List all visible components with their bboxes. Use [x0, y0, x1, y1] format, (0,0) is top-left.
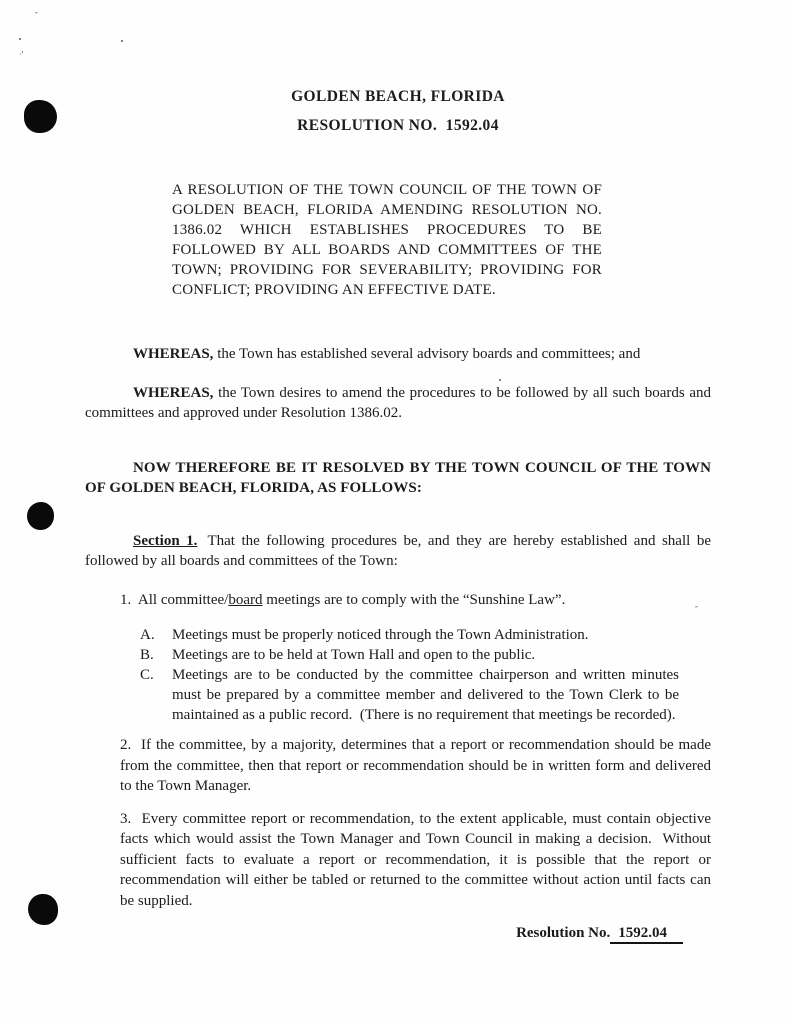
whereas-lead: WHEREAS, — [133, 346, 214, 362]
footer-resolution-number — [85, 923, 683, 944]
whereas-text: the Town desires to amend the procedures to be followed by all such boards and committees and approved under Resolution 1386.02. — [85, 384, 711, 421]
resolved-clause: NOW THEREFORE BE IT RESOLVED BY THE TOWN COUNCIL OF THE TOWN OF GOLDEN BEACH, FLORIDA, AS FOLLOWS: — [85, 459, 711, 496]
subitem-letter: A. — [140, 627, 155, 643]
document-title: GOLDEN BEACH, FLORIDA — [291, 88, 505, 105]
numbered-item-3: 3. Every committee report or recommendation, to the extent applicable, must contain objective facts which would assist the Town Manager and Town Council in making a decision. Without sufficient facts to evaluate a report or recommendation, it is possible that the report or recommendation will either be tabled or returned to the committee without action until facts can be supplied. — [120, 810, 711, 909]
subitem-text: Meetings are to be held at Town Hall and open to the public. — [172, 647, 536, 663]
whereas-clause-1 — [85, 344, 711, 365]
subitem-text: Meetings are to be conducted by the committee chairperson and written minutes must be prepared by a committee member and delivered to the Town Clerk to be maintained as a public record. (There is no requirement that meetings be recorded). — [172, 667, 679, 723]
hole-punch-middle — [27, 502, 54, 530]
subitem-text: Meetings must be properly noticed through the Town Administration. — [172, 627, 589, 643]
item-1-underlined-word: board — [228, 591, 263, 608]
section-1-text: That the following procedures be, and they are hereby established and shall be followed by all boards and committees of the Town: — [85, 532, 711, 569]
item-1-pre: 1. All committee/ — [120, 591, 229, 608]
subitem-b — [140, 645, 679, 665]
resolution-number-heading: RESOLUTION NO. 1592.04 — [297, 117, 499, 134]
section-1-paragraph — [85, 531, 711, 572]
numbered-item-1 — [120, 590, 711, 611]
item-1-post: meetings are to comply with the “Sunshine Law”. — [262, 591, 566, 608]
document-content — [85, 0, 711, 944]
footer-value: 1592.04 — [610, 925, 683, 944]
subitem-c — [140, 665, 679, 725]
scan-speck: ″ — [695, 605, 698, 614]
whereas-clause-2 — [85, 383, 711, 424]
whereas-text: the Town has established several advisory boards and committees; and — [213, 346, 641, 362]
subitem-a — [140, 625, 679, 645]
subitem-letter: B. — [140, 647, 154, 663]
whereas-lead: WHEREAS, — [133, 384, 214, 401]
numbered-item-2: 2. If the committee, by a majority, determines that a report or recommendation should be made from the committee, then that report or recommendation should be in written form and delivered to the Town Manager. — [120, 737, 711, 794]
scan-speck: ·' — [19, 50, 24, 59]
footer-label: Resolution No. — [516, 925, 611, 941]
lettered-subitems — [140, 625, 679, 725]
hole-punch-bottom — [28, 894, 58, 925]
hole-punch-top — [24, 100, 57, 133]
scan-speck: ″ — [35, 11, 38, 20]
scan-speck — [19, 38, 21, 40]
section-1-label: Section 1. — [133, 532, 198, 549]
resolution-preamble: A RESOLUTION OF THE TOWN COUNCIL OF THE TOWN OF GOLDEN BEACH, FLORIDA AMENDING RESOLUTION NO. 1386.02 WHICH ESTABLISHES PROCEDURES TO BE FOLLOWED BY ALL BOARDS AND COMMITTEES OF THE TOWN; PROVIDING FOR SEVERABILITY; PROVIDING FOR CONFLICT; PROVIDING AN EFFECTIVE DATE. — [172, 182, 602, 298]
subitem-letter: C. — [140, 667, 154, 683]
